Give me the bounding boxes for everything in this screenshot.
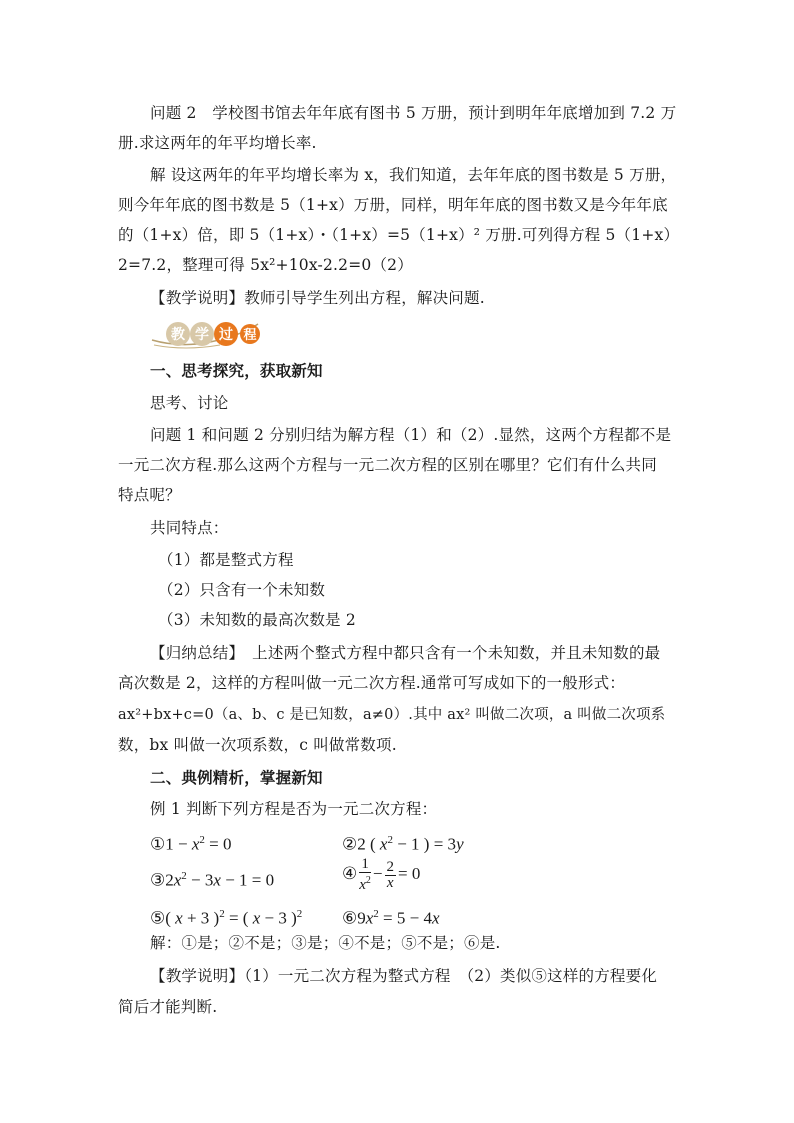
common-feature-1: （1）都是整式方程 xyxy=(158,551,294,569)
common-features-title: 共同特点： xyxy=(150,519,229,537)
summary-line-2: 高次数是 2，这样的方程叫做一元二次方程.通常可写成如下的一般形式： xyxy=(118,674,626,692)
common-feature-3: （3）未知数的最高次数是 2 xyxy=(158,611,356,629)
common-feature-2: （2）只含有一个未知数 xyxy=(158,581,326,599)
problem-2-line-1: 问题 2 学校图书馆去年年底有图书 5 万册，预计到明年年底增加到 7.2 万 xyxy=(150,104,677,122)
solution-line-3: 的（1+x）倍，即 5（1+x）・（1+x）=5（1+x）² 万册.可列得方程 5（1+x） xyxy=(118,226,680,244)
problem-2-line-2: 册.求这两年的年平均增长率. xyxy=(118,134,317,152)
section-2-heading: 二、典例精析，掌握新知 xyxy=(150,768,323,787)
discussion-line-2: 一元二次方程.那么这两个方程与一元二次方程的区别在哪里？它们有什么共同 xyxy=(118,456,657,474)
solution-line-4: 2=7.2，整理可得 5x²+10x-2.2=0（2） xyxy=(118,256,413,274)
teaching-note-2-line-1: 【教学说明】（1）一元二次方程为整式方程 （2）类似⑤这样的方程要化 xyxy=(150,967,658,985)
discussion-line-1: 问题 1 和问题 2 分别归结为解方程（1）和（2）.显然，这两个方程都不是 xyxy=(150,426,672,444)
summary-line-1: 【归纳总结】 上述两个整式方程中都只含有一个未知数，并且未知数的最 xyxy=(150,644,661,662)
equation-3: $③2x^2 - 3x - 1 = 0$ xyxy=(150,870,275,890)
summary-line-4: 数，bx 叫做一次项系数，c 叫做常数项. xyxy=(118,736,397,754)
summary-line-3: ax²+bx+c=0（a、b、c 是已知数，a≠0）.其中 ax² 叫做二次项，a 叫做二次项系 xyxy=(118,707,666,723)
badge-char-1: 教 xyxy=(171,327,185,343)
teaching-note-2-line-2: 简后才能判断. xyxy=(118,998,218,1016)
section-1-subheading: 思考、讨论 xyxy=(150,394,229,412)
badge-char-3: 过 xyxy=(219,327,233,343)
discussion-line-3: 特点呢？ xyxy=(118,486,181,504)
section-1-heading: 一、思考探究，获取新知 xyxy=(150,361,323,380)
equation-6: $⑥9x^2 = 5 - 4x$ xyxy=(342,908,440,928)
badge-char-2: 学 xyxy=(195,327,209,343)
badge-char-4: 程 xyxy=(243,328,257,343)
teaching-note-1: 【教学说明】教师引导学生列出方程，解决问题. xyxy=(150,289,485,307)
solution-line-2: 则今年年底的图书数是 5（1+x）万册，同样，明年年底的图书数又是今年年底 xyxy=(118,196,668,214)
example-1-prompt: 例 1 判断下列方程是否为一元二次方程： xyxy=(150,800,438,818)
example-1-answer: 解：①是；②不是；③是；④不是；⑤不是；⑥是. xyxy=(150,934,501,952)
equation-1: ①1 − $x^2 = 0$ xyxy=(150,834,232,854)
equation-4: ④ $\frac{1}{x^2}$ − $\frac{2}{x}$ = 0 xyxy=(342,856,421,893)
equation-5: ⑤( x + 3 )$^2$ = ( x − 3 )$^2$ xyxy=(150,908,303,928)
equation-2: ②2 ( $x^2 - 1$ ) = 3y xyxy=(342,834,464,854)
solution-line-1: 解 设这两年的年平均增长率为 x，我们知道，去年年底的图书数是 5 万册， xyxy=(150,166,677,184)
teaching-process-badge xyxy=(150,318,260,350)
